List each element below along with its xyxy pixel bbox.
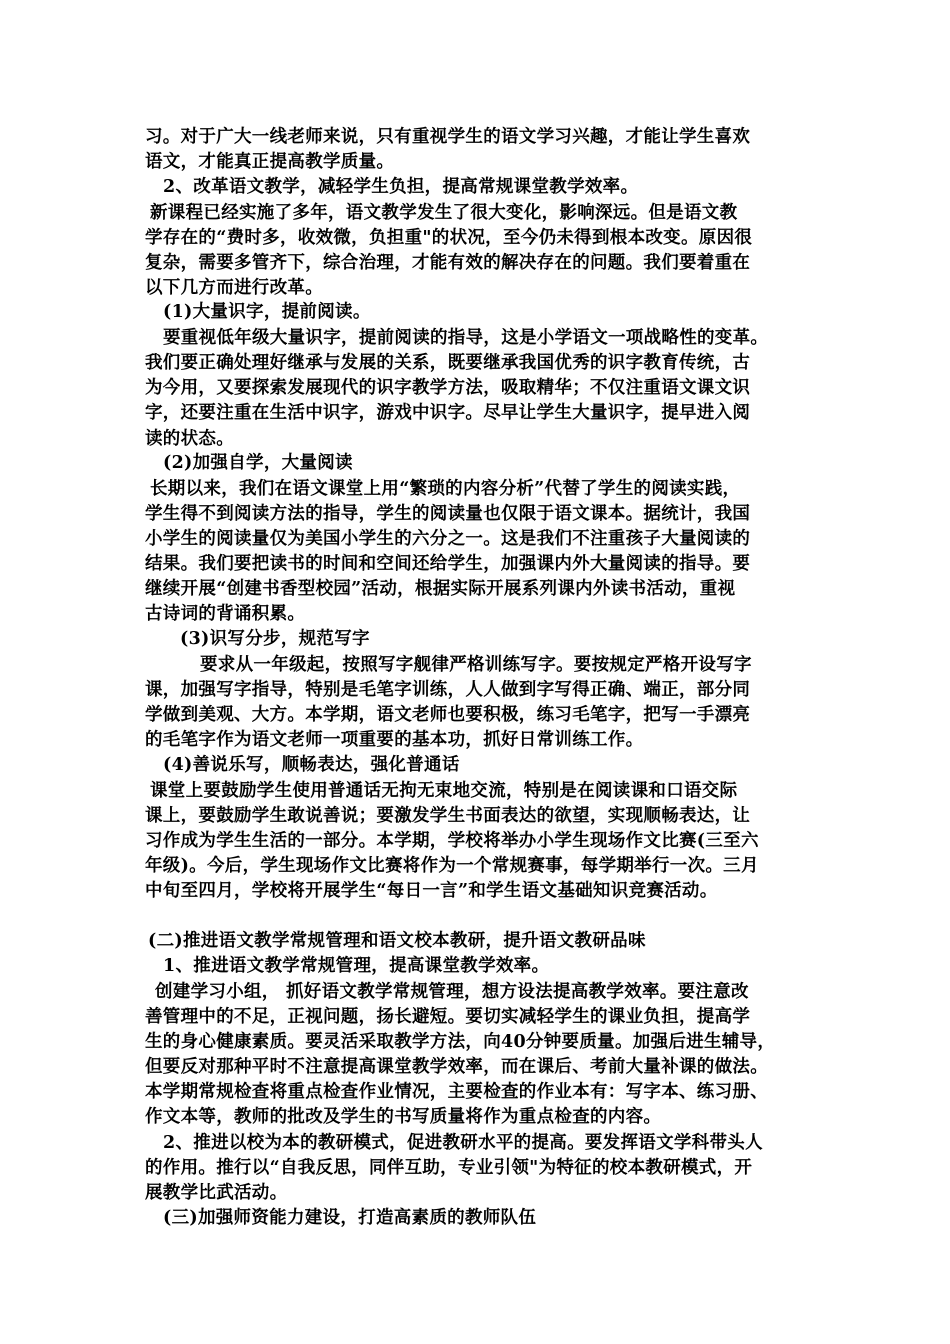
text-line: 长期以来，我们在语文课堂上用“繁琐的内容分析”代替了学生的阅读实践，: [150, 479, 741, 499]
text-line: 我们要正确处理好继承与发展的关系，既要继承我国优秀的识字教育传统，古: [145, 353, 751, 373]
text-line: 学做到美观、大方。本学期，语文老师也要积极，练习毛笔字，把写一手漂亮: [145, 705, 751, 725]
text-line: 小学生的阅读量仅为美国小学生的六分之一。这是我们不注重孩子大量阅读的: [145, 529, 751, 549]
text-line: 以下几方而进行改革。: [145, 278, 323, 298]
text-line: 1、推进语文教学常规管理，提高课堂教学效率。: [163, 956, 550, 976]
text-line: 课堂上要鼓励学生使用普通话无拘无束地交流，特别是在阅读课和口语交际: [150, 781, 738, 801]
text-line: (4)善说乐写，顺畅表达，强化普通话: [163, 755, 460, 775]
text-line: (三)加强师资能力建设，打造高素质的教师队伍: [163, 1208, 537, 1228]
text-line: 课上，要鼓励学生敢说善说；要激发学生书面表达的欲望，实现顺畅表达，让: [145, 806, 751, 826]
text-line: 为今用，又要探索发展现代的识字教学方法，吸取精华；不仅注重语文课文识: [145, 378, 751, 398]
text-line: 2、改革语文教学，减轻学生负担，提高常规课堂教学效率。: [163, 177, 639, 197]
text-line: 创建学习小组， 抓好语文教学常规管理，想方设法提高教学效率。要注意改: [155, 982, 749, 1002]
text-line: 善管理中的不足，正视问题，扬长避短。要切实减轻学生的课业负担，提高学: [145, 1007, 751, 1027]
text-line: 展教学比武活动。: [145, 1183, 288, 1203]
text-line: 读的状态。: [145, 429, 234, 449]
text-line: 古诗词的背诵积累。: [145, 604, 306, 624]
text-line: 的毛笔字作为语文老师一项重要的基本功，抓好日常训练工作。: [145, 730, 644, 750]
text-line: 2、推进以校为本的教研模式，促进教研水平的提高。要发挥语文学科带头人: [163, 1133, 763, 1153]
text-line: 年级)。今后，学生现场作文比赛将作为一个常规赛事，每学期举行一次。三月: [145, 856, 759, 876]
text-line: 中旬至四月，学校将开展学生“每日一言”和学生语文基础知识竞赛活动。: [145, 881, 718, 901]
text-line: 学生得不到阅读方法的指导，学生的阅读量也仅限于语文课本。据统计，我国: [145, 504, 751, 524]
text-line: 作文本等，教师的批改及学生的书写质量将作为重点检查的内容。: [145, 1107, 662, 1127]
text-line: 生的身心健康素质。要灵活采取教学方法，向40分钟要质量。加强后进生辅导，: [145, 1032, 776, 1052]
text-line: 习作成为学生生活的一部分。本学期，学校将举办小学生现场作文比赛(三至六: [145, 831, 759, 851]
text-line: 本学期常规检查将重点检查作业情况，主要检查的作业本有：写字本、练习册、: [145, 1082, 768, 1102]
text-line: 继续开展“创建书香型校园”活动，根据实际开展系列课内外读书活动，重视: [145, 579, 736, 599]
text-line: (2)加强自学，大量阅读: [163, 453, 353, 473]
text-line: 但要反对那种平时不注意提高课堂教学效率，而在课后、考前大量补课的做法。: [145, 1057, 768, 1077]
text-line: (二)推进语文教学常规管理和语文校本教研，提升语文教研品味: [148, 931, 646, 951]
text-line: 习。对于广大一线老师来说，只有重视学生的语文学习兴趣，才能让学生喜欢: [145, 127, 751, 147]
text-line: 新课程已经实施了多年，语文教学发生了很大变化，影响深远。但是语文教: [150, 203, 738, 223]
text-line: 复杂，需要多管齐下，综合治理，才能有效的解决存在的问题。我们要着重在: [145, 253, 751, 273]
text-line: 课，加强写字指导，特别是毛笔字训练，人人做到字写得正确、端正，部分同: [145, 680, 751, 700]
text-line: 的作用。推行以“自我反思，同伴互助，专业引领"为特征的校本教研模式，开: [145, 1158, 753, 1178]
text-line: (1)大量识字，提前阅读。: [163, 302, 371, 322]
text-line: 要重视低年级大量识字，提前阅读的指导，这是小学语文一项战略性的变革。: [163, 328, 769, 348]
text-line: 要求从一年级起，按照写字舰律严格训练写字。要按规定严格开设写字: [200, 655, 752, 675]
text-line: 字，还要注重在生活中识字，游戏中识字。尽早让学生大量识字，提早进入阅: [145, 403, 751, 423]
text-line: 语文，才能真正提高教学质量。: [145, 152, 395, 172]
text-line: 学存在的“费时多，收效微，负担重"的状况，至今仍未得到根本改变。原因很: [145, 228, 753, 248]
text-line: 结果。我们要把读书的时间和空间还给学生，加强课内外大量阅读的指导。要: [145, 554, 751, 574]
text-line: (3)识写分步，规范写字: [180, 629, 370, 649]
